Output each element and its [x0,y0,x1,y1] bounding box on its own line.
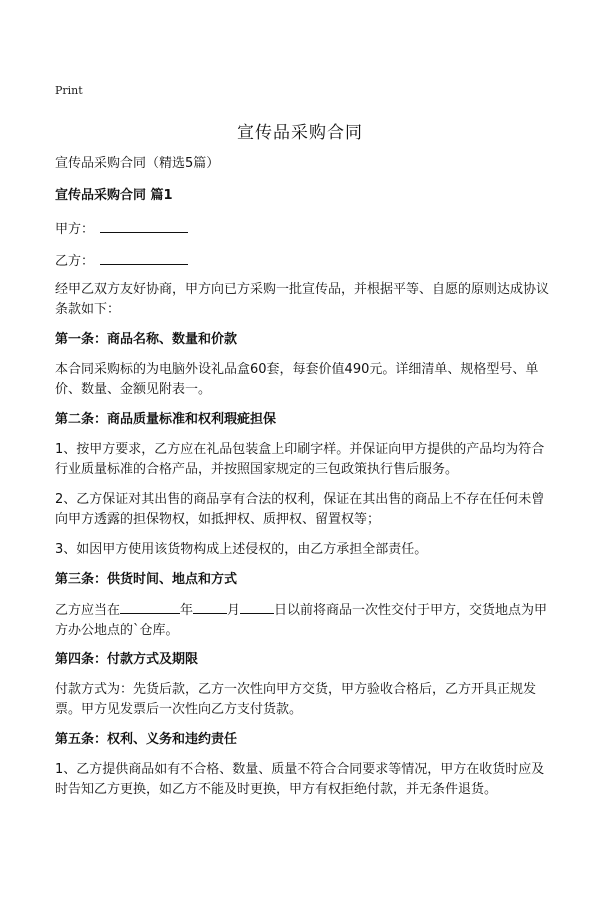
section-3-paragraph [55,600,555,641]
party-b-blank [100,250,188,265]
contract-heading: 宣传品采购合同 篇1 [55,188,173,203]
section-2-paragraph-3: 3、如因甲方使用该货物构成上述侵权的，由乙方承担全部责任。 [55,542,428,557]
section-2-paragraph-2: 2、乙方保证对其出售的商品享有合法的权利，保证在其出售的商品上不存在任何未曾向甲方透露的担保物权，如抵押权、质押权、留置权等； [55,492,545,527]
section-1-title: 第一条：商品名称、数量和价款 [55,332,238,347]
party-a-label: 甲方： [55,222,95,237]
section-2-paragraph-1: 1、按甲方要求，乙方应在礼品包装盒上印刷字样。并保证向甲方提供的产品均为符合行业质量标准的合格产品，并按照国家规定的三包政策执行售后服务。 [55,442,545,477]
document-subtitle: 宣传品采购合同（精选5篇） [55,156,220,171]
delivery-month: 月 [227,603,241,618]
party-a-line [55,218,555,240]
document-title: 宣传品采购合同 [237,123,363,143]
section-5-title: 第五条：权利、义务和违约责任 [55,732,238,747]
section-1-paragraph: 本合同采购标的为电脑外设礼品盒60套，每套价值490元。详细清单、规格型号、单价、数量、金额见附表一。 [55,362,539,397]
delivery-year: 年 [180,603,194,618]
section-4-paragraph: 付款方式为：先货后款，乙方一次性向甲方交货，甲方验收合格后，乙方开具正规发票。甲方见发票后一次性向乙方支付货款。 [55,682,537,717]
year-blank [120,600,180,614]
party-b-label: 乙方： [55,254,95,269]
day-blank [240,600,274,614]
section-2-title: 第二条：商品质量标准和权利瑕疵担保 [55,412,277,427]
party-a-blank [100,218,188,233]
party-b-line [55,250,555,272]
delivery-prefix: 乙方应当在 [55,603,121,618]
section-3-title: 第三条：供货时间、地点和方式 [55,572,238,587]
print-label[interactable]: Print [55,84,83,97]
delivery-suffix: 日以前将商品一次性交付于甲方，交货地点为甲方办公地点的`仓库。 [55,603,548,638]
intro-paragraph: 经甲乙双方友好协商，甲方向已方采购一批宣传品，并根据平等、自愿的原则达成协议条款如下： [55,282,550,317]
month-blank [193,600,227,614]
section-4-title: 第四条：付款方式及期限 [55,652,199,667]
section-5-paragraph: 1、乙方提供商品如有不合格、数量、质量不符合合同要求等情况，甲方在收货时应及时告知乙方更换，如乙方不能及时更换，甲方有权拒绝付款，并无条件退货。 [55,762,545,797]
